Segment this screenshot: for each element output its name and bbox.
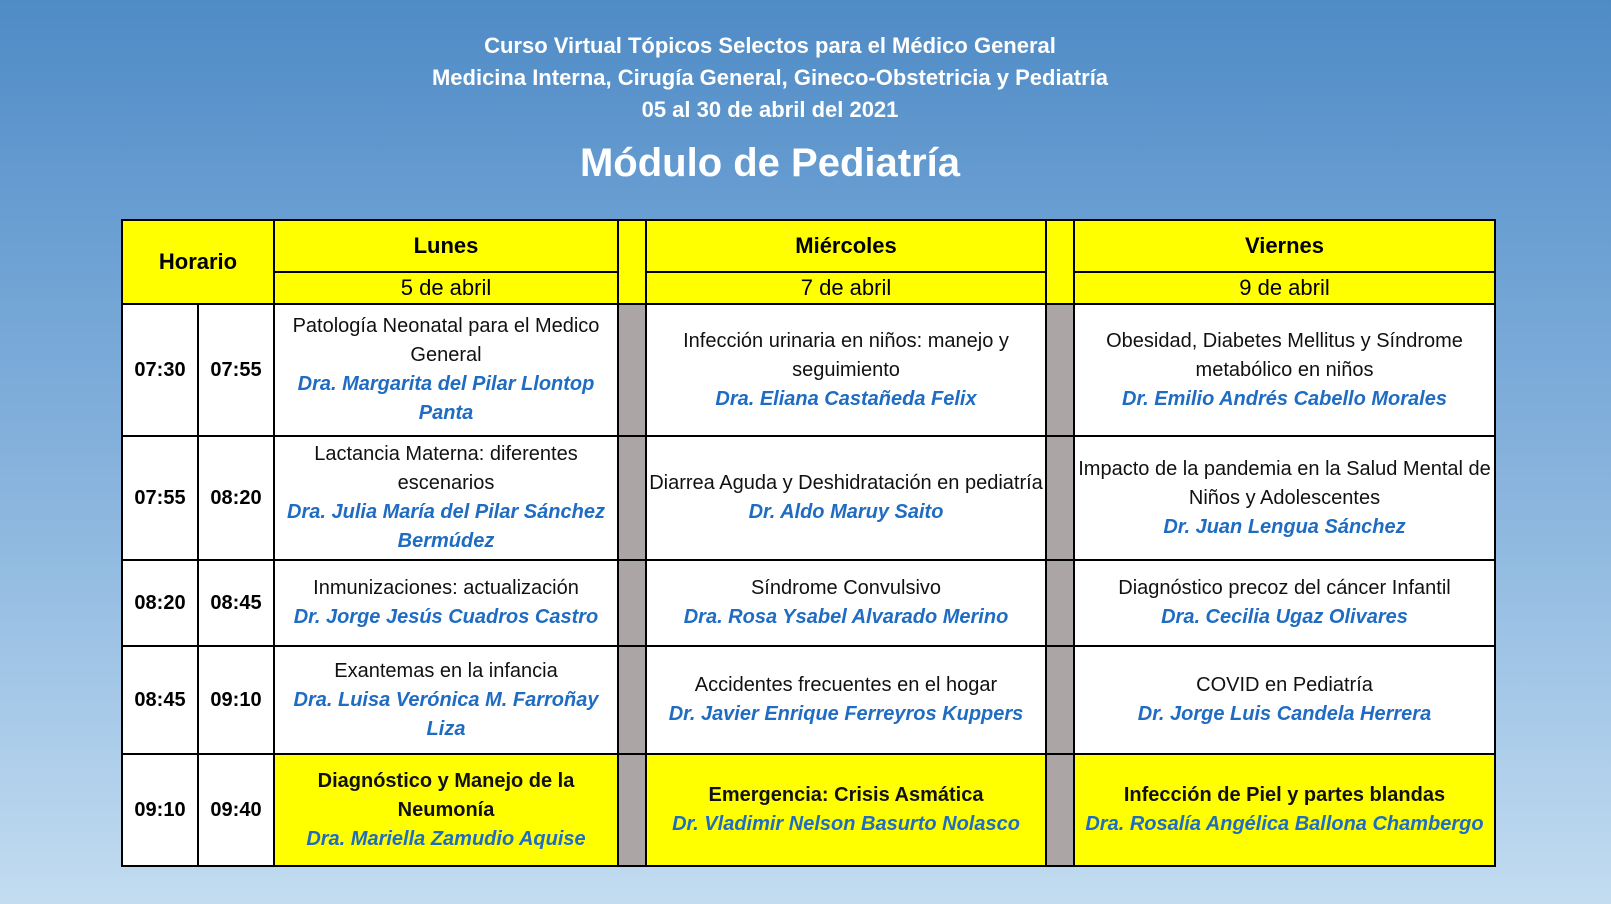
session-topic: Lactancia Materna: diferentes escenarios [314, 443, 578, 494]
session-speaker: Dra. Julia María del Pilar Sánchez Bermúdez [287, 501, 605, 552]
session-topic: Síndrome Convulsivo [750, 577, 942, 599]
start-time: 08:20 [122, 560, 198, 646]
session-topic: Obesidad, Diabetes Mellitus y Síndrome metabólico en niños [1106, 329, 1463, 381]
table-row [122, 560, 1495, 646]
session-cell [1074, 436, 1495, 560]
start-time: 09:10 [122, 754, 198, 866]
session-speaker: Dra. Mariella Zamudio Aquise [306, 827, 586, 850]
session-speaker: Dr. Vladimir Nelson Basurto Nolasco [672, 813, 1020, 835]
session-cell [1074, 560, 1495, 646]
session-cell [646, 754, 1046, 866]
gap-cell [618, 754, 646, 866]
session-speaker: Dra. Margarita del Pilar Llontop Panta [297, 373, 595, 424]
session-topic: Accidentes frecuentes en el hogar [694, 674, 998, 696]
session-topic: Exantemas en la infancia [334, 659, 558, 682]
session-topic: Impacto de la pandemia en la Salud Mental de Niños y Adolescentes [1078, 457, 1491, 509]
module-title: Módulo de Pediatría [579, 141, 961, 185]
session-topic: Emergencia: Crisis Asmática [708, 784, 984, 806]
gap-cell [618, 646, 646, 754]
session-topic: Inmunizaciones: actualización [313, 577, 579, 599]
schedule-table [121, 219, 1496, 867]
end-time: 09:10 [198, 646, 274, 754]
session-topic: Diarrea Aguda y Deshidratación en pediatría [649, 472, 1043, 494]
header-gap [1046, 220, 1074, 304]
session-topic: COVID en Pediatría [1196, 674, 1373, 696]
end-time: 07:55 [198, 304, 274, 436]
session-cell [274, 304, 618, 436]
day-date-wednesday: 7 de abril [646, 272, 1046, 304]
day-date-friday: 9 de abril [1074, 272, 1495, 304]
day-name-wednesday: Miércoles [646, 220, 1046, 272]
gap-cell [1046, 754, 1074, 866]
session-cell [646, 646, 1046, 754]
start-time: 07:55 [122, 436, 198, 560]
gap-cell [618, 436, 646, 560]
session-topic: Diagnóstico precoz del cáncer Infantil [1118, 577, 1451, 599]
end-time: 08:45 [198, 560, 274, 646]
session-speaker: Dra. Cecilia Ugaz Olivares [1161, 606, 1408, 628]
page-header [0, 30, 1540, 188]
gap-cell [1046, 436, 1074, 560]
session-topic: Patología Neonatal para el Medico General [292, 315, 600, 366]
header-row-dates [122, 272, 1495, 304]
day-date-monday: 5 de abril [274, 272, 618, 304]
table-row [122, 646, 1495, 754]
session-speaker: Dr. Juan Lengua Sánchez [1163, 515, 1406, 538]
session-topic: Infección urinaria en niños: manejo y seguimiento [683, 329, 1009, 381]
gap-cell [618, 304, 646, 436]
course-dates: 05 al 30 de abril del 2021 [641, 97, 899, 122]
day-name-friday: Viernes [1074, 220, 1495, 272]
session-topic: Diagnóstico y Manejo de la Neumonía [317, 769, 575, 821]
session-speaker: Dr. Aldo Maruy Saito [748, 501, 944, 523]
session-speaker: Dra. Luisa Verónica M. Farroñay Liza [293, 688, 599, 740]
course-title: Curso Virtual Tópicos Selectos para el Médico General [484, 33, 1056, 58]
gap-cell [1046, 560, 1074, 646]
session-cell [1074, 304, 1495, 436]
day-name-monday: Lunes [274, 220, 618, 272]
table-row [122, 304, 1495, 436]
session-cell [274, 754, 618, 866]
session-cell [1074, 754, 1495, 866]
end-time: 08:20 [198, 436, 274, 560]
session-cell [274, 436, 618, 560]
session-cell [646, 560, 1046, 646]
session-cell [1074, 646, 1495, 754]
start-time: 08:45 [122, 646, 198, 754]
table-row [122, 436, 1495, 560]
table-row-highlighted [122, 754, 1495, 866]
start-time: 07:30 [122, 304, 198, 436]
gap-cell [1046, 304, 1074, 436]
session-speaker: Dr. Javier Enrique Ferreyros Kuppers [668, 703, 1024, 725]
horario-header: Horario [122, 220, 274, 304]
gap-cell [618, 560, 646, 646]
header-row-days [122, 220, 1495, 272]
gap-cell [1046, 646, 1074, 754]
session-cell [274, 646, 618, 754]
session-speaker: Dr. Jorge Luis Candela Herrera [1137, 703, 1432, 725]
session-cell [646, 304, 1046, 436]
header-gap [618, 220, 646, 304]
session-cell [274, 560, 618, 646]
end-time: 09:40 [198, 754, 274, 866]
session-cell [646, 436, 1046, 560]
session-speaker: Dra. Eliana Castañeda Felix [715, 387, 977, 410]
session-speaker: Dr. Jorge Jesús Cuadros Castro [293, 606, 599, 628]
session-speaker: Dra. Rosa Ysabel Alvarado Merino [683, 606, 1009, 628]
course-specialties: Medicina Interna, Cirugía General, Gineco-Obstetricia y Pediatría [431, 65, 1109, 90]
session-speaker: Dra. Rosalía Angélica Ballona Chambergo [1085, 813, 1484, 835]
session-topic: Infección de Piel y partes blandas [1123, 784, 1446, 806]
session-speaker: Dr. Emilio Andrés Cabello Morales [1122, 387, 1447, 410]
